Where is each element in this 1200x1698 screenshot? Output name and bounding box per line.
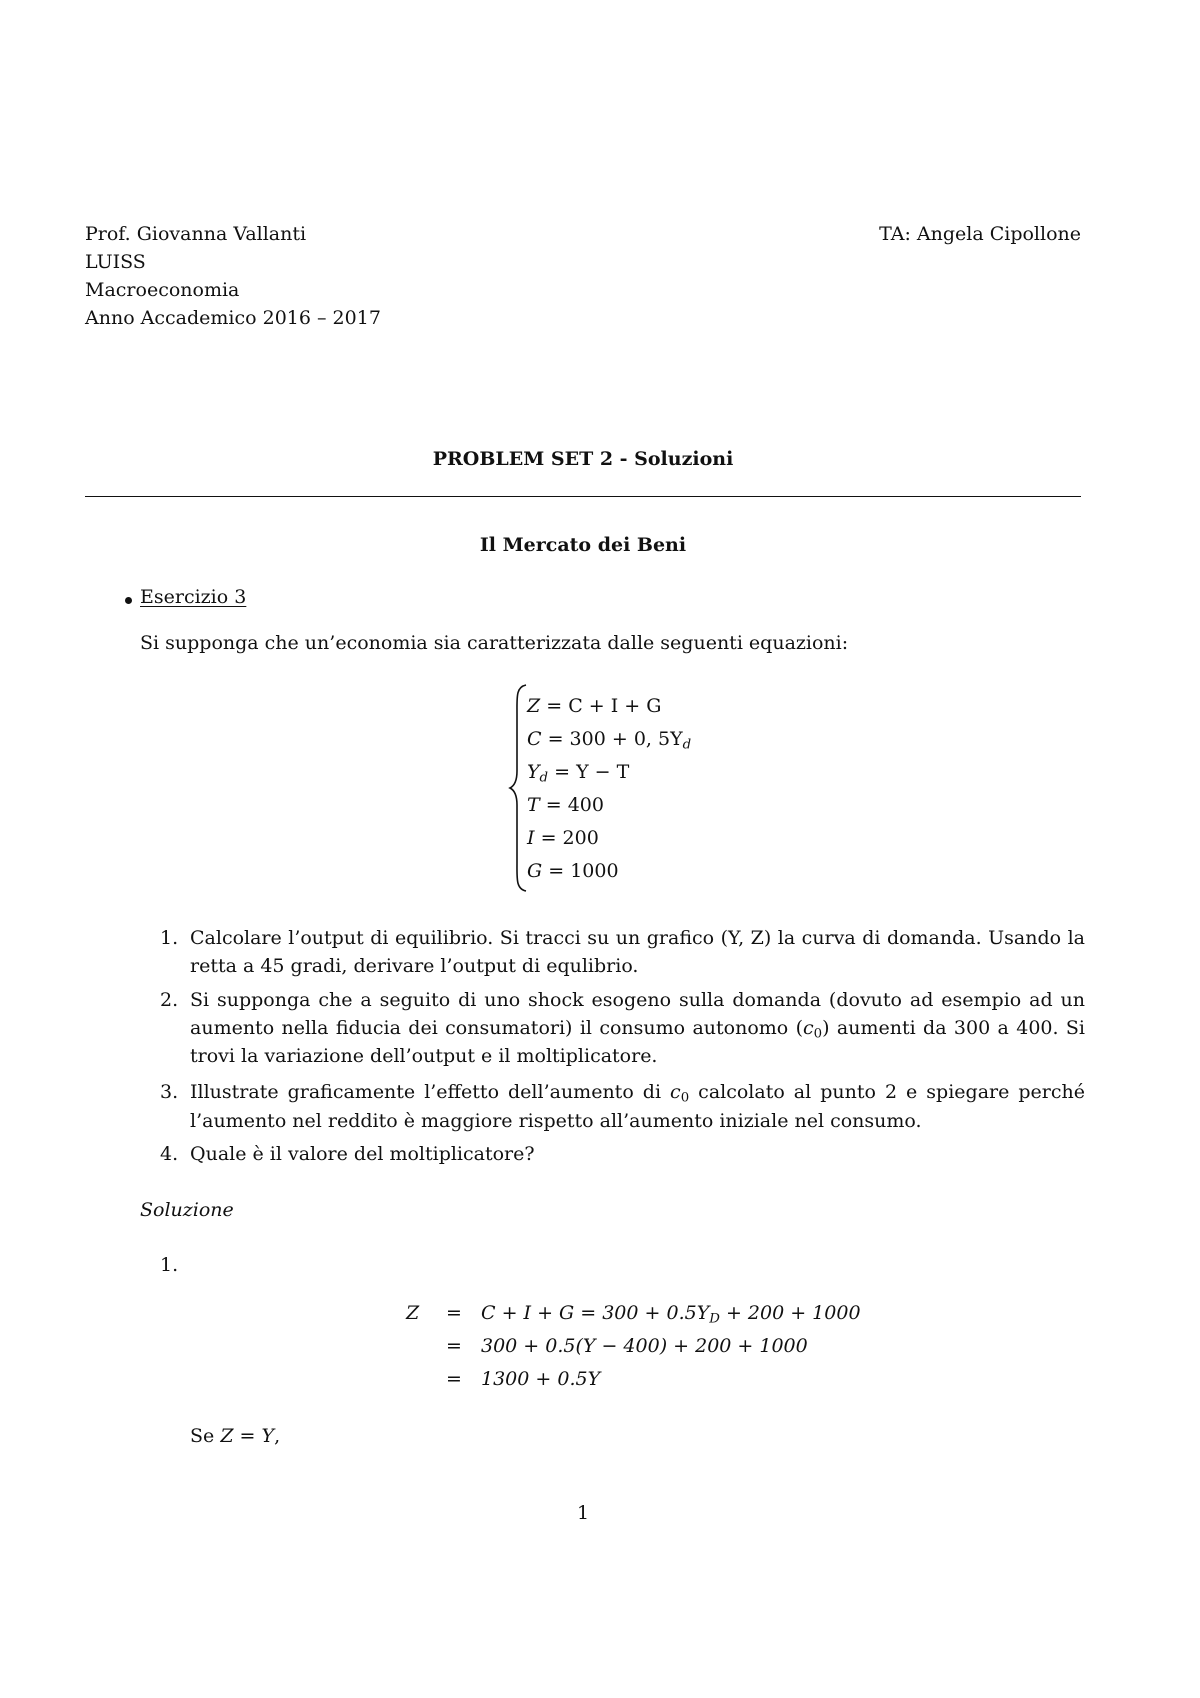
solution-lhs: Z xyxy=(406,1302,420,1324)
question-number: 3. xyxy=(160,1081,179,1103)
solution-line-3: 1300 + 0.5Y xyxy=(481,1368,601,1390)
bullet-icon xyxy=(125,597,132,604)
equation-g: G = 1000 xyxy=(527,860,619,882)
teaching-assistant: TA: Angela Cipollone xyxy=(879,223,1081,245)
title-rule xyxy=(85,496,1081,497)
section-title: Il Mercato dei Beni xyxy=(479,534,687,556)
academic-year: Anno Accademico 2016 – 2017 xyxy=(85,307,381,329)
question-4-text: Quale è il valore del moltiplicatore? xyxy=(190,1143,535,1165)
solution-equals: = xyxy=(446,1302,462,1324)
university-name: LUISS xyxy=(85,251,146,273)
question-1-text: Calcolare l’output di equilibrio. Si tracci su un grafico (Y, Z) la curva di domanda. Usando la retta a 45 gradi, derivare l’output di equlibrio. xyxy=(190,927,1085,977)
exercise-intro: Si supponga che un’economia sia caratterizzata dalle seguenti equazioni: xyxy=(140,632,849,654)
solution-equals: = xyxy=(446,1335,462,1357)
question-number: 1. xyxy=(160,927,179,949)
question-number: 4. xyxy=(160,1143,179,1165)
solution-label: Soluzione xyxy=(140,1199,234,1221)
solution-condition: Se Z = Y, xyxy=(190,1425,281,1447)
question-number: 2. xyxy=(160,989,179,1011)
solution-item-number: 1. xyxy=(160,1254,179,1276)
equation-i: I = 200 xyxy=(527,827,599,849)
document-title: PROBLEM SET 2 - Soluzioni xyxy=(432,448,734,470)
equation-yd: $Y_d = Y - T$ xyxy=(527,761,630,786)
question-3-text: Illustrate graficamente l’effetto dell’aumento di $c_0$ calcolato al punto 2 e spiegare perché l’aumento nel reddito è maggiore rispetto all’aumento iniziale nel consumo. xyxy=(190,1081,1085,1132)
equation-t: T = 400 xyxy=(527,794,604,816)
page-number: 1 xyxy=(576,1502,590,1524)
solution-line-2: 300 + 0.5(Y − 400) + 200 + 1000 xyxy=(481,1335,808,1357)
exercise-label: Esercizio 3 xyxy=(140,586,247,608)
course-name: Macroeconomia xyxy=(85,279,240,301)
solution-equals: = xyxy=(446,1368,462,1390)
solution-line-1: $C + I + G = 300 + 0.5Y_D + 200 + 1000$ xyxy=(481,1302,861,1327)
equation-c: C = 300 + 0, $5Y_d$ xyxy=(527,728,692,753)
equation-z: Z = C + I + G xyxy=(527,695,662,717)
question-2-text: Si supponga che a seguito di uno shock esogeno sulla domanda (dovuto ad esempio ad un aumento nella fiducia dei consumatori) il consumo autonomo $(c_0)$ aumenti da 300 a 400. Si trovi la variazione dell’output e il moltiplicatore. xyxy=(190,989,1086,1068)
professor-name: Prof. Giovanna Vallanti xyxy=(85,223,307,245)
